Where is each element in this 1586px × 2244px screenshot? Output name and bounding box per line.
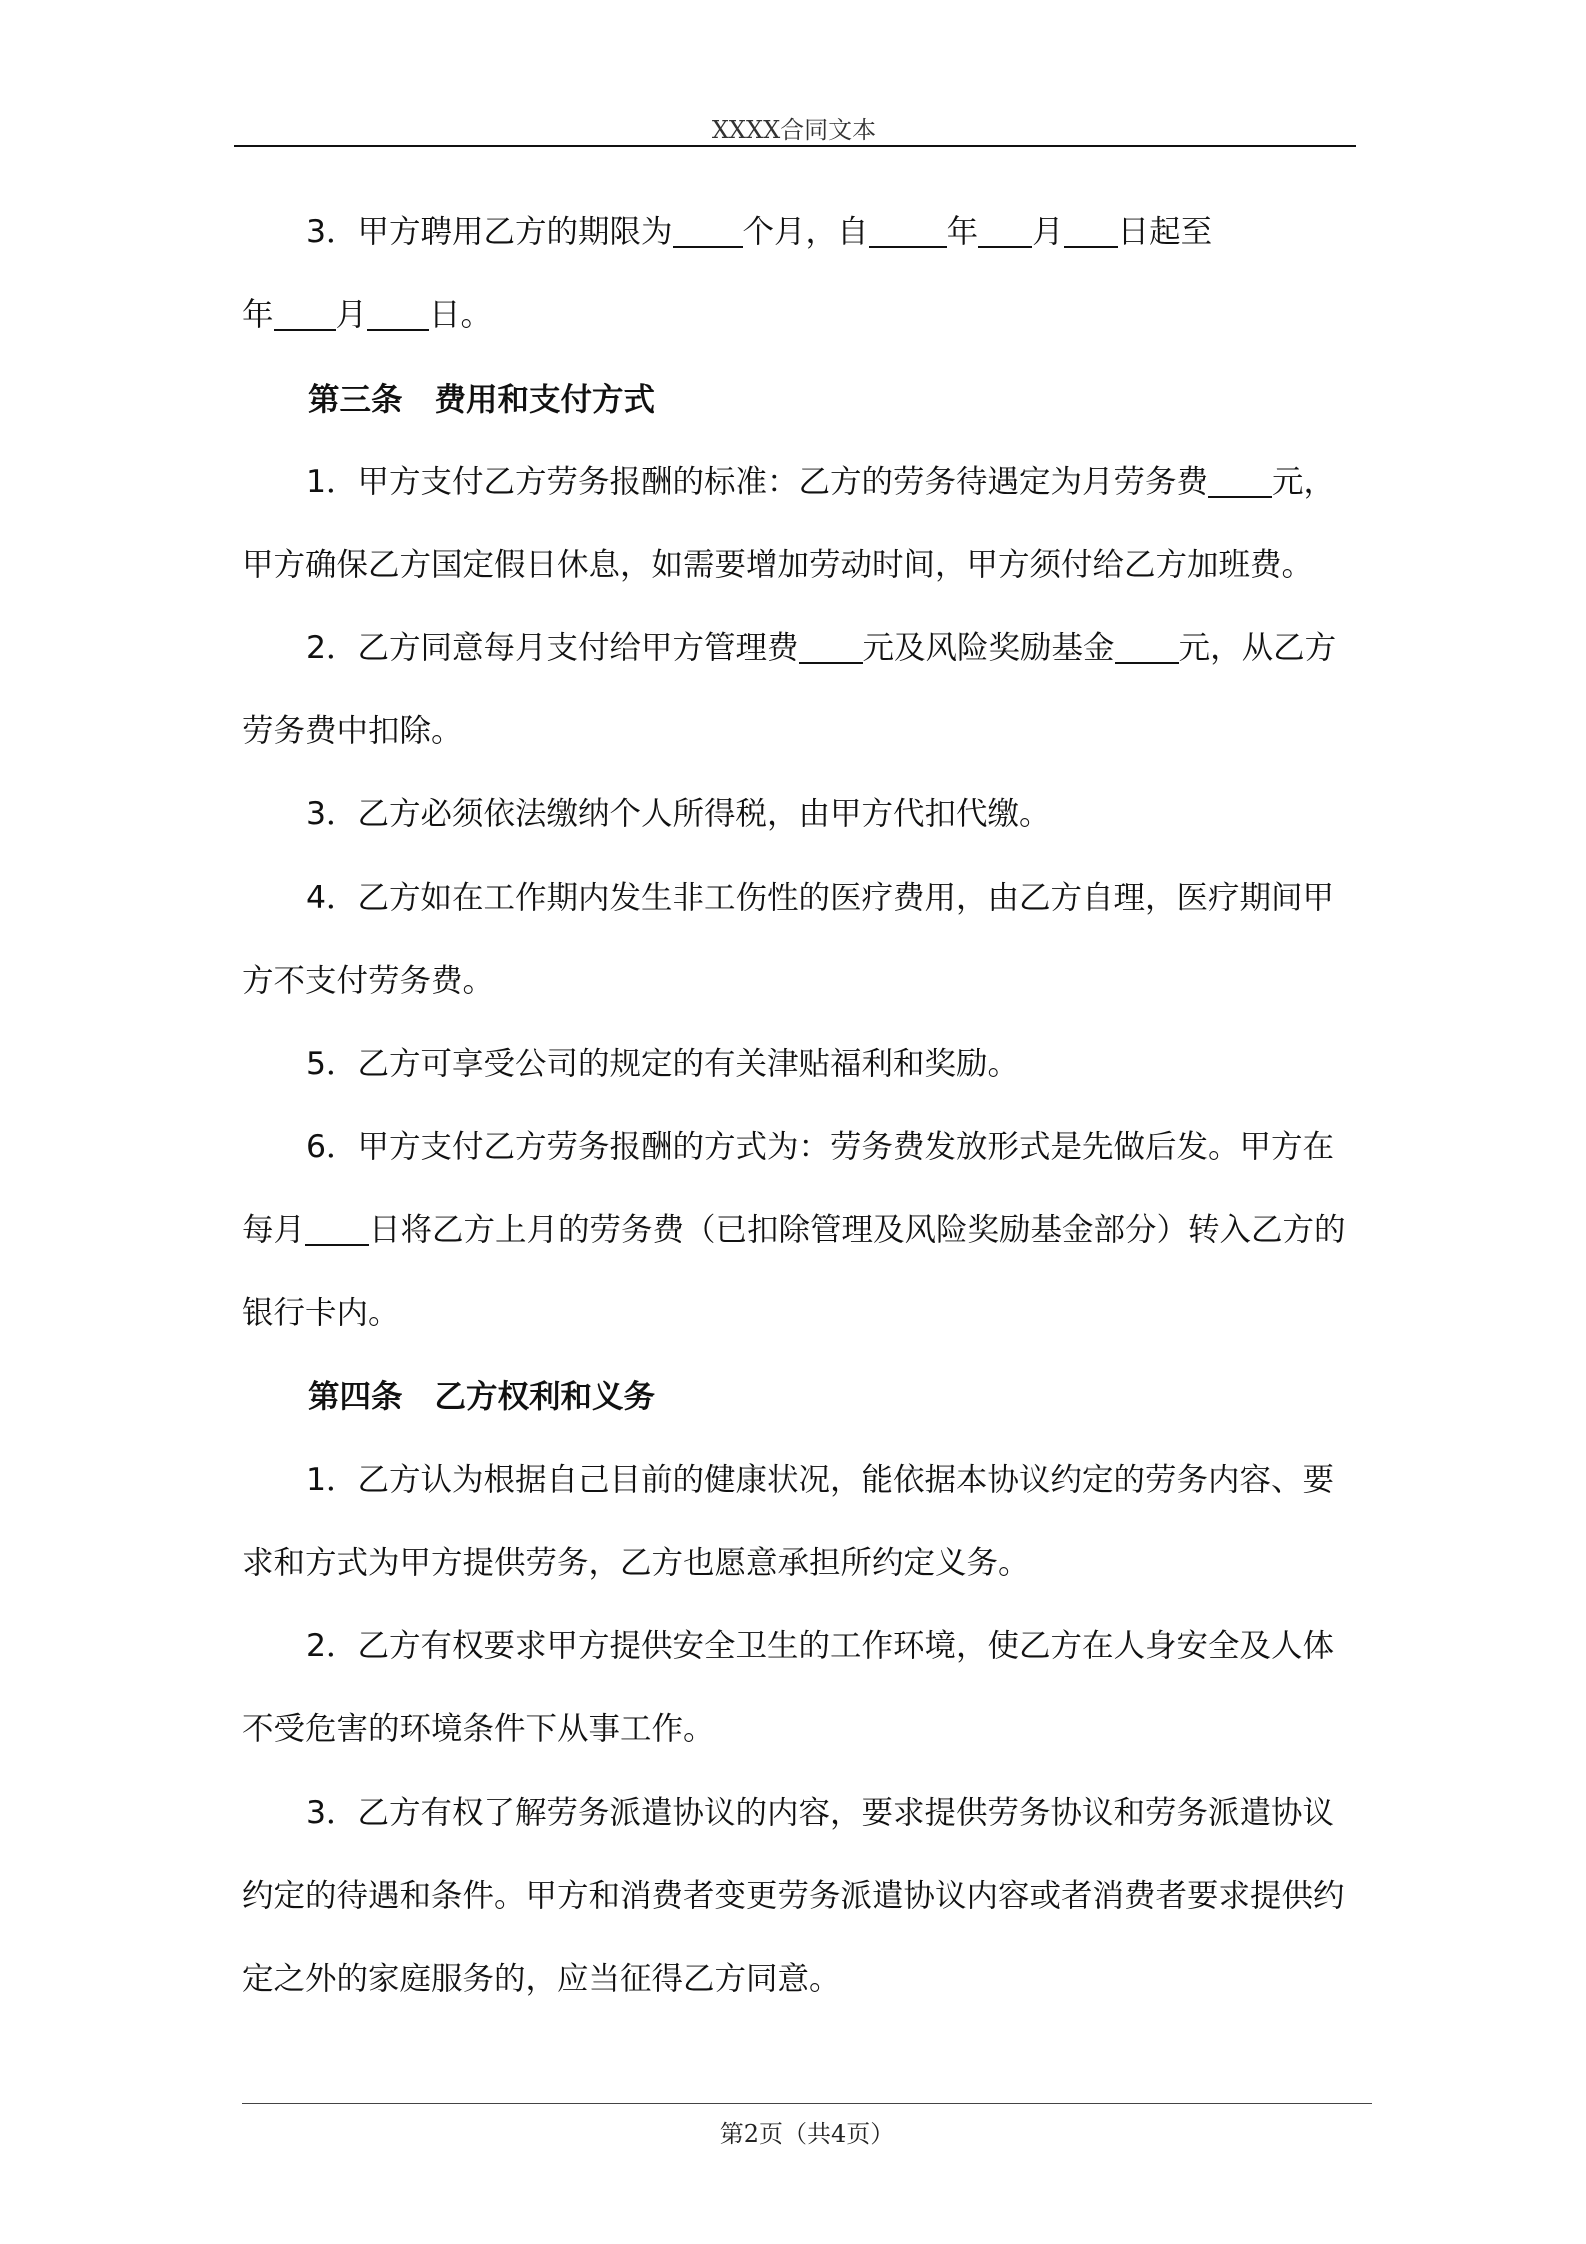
paragraph-line: 求和方式为甲方提供劳务，乙方也愿意承担所约定义务。 — [242, 1545, 1030, 1581]
paragraph-line: 3．乙方必须依法缴纳个人所得税，由甲方代扣代缴。 — [306, 796, 1051, 832]
blank-field — [673, 214, 743, 248]
blank-field — [305, 1212, 369, 1246]
paragraph-line: 3．乙方有权了解劳务派遣协议的内容，要求提供劳务协议和劳务派遣协议 — [306, 1795, 1335, 1831]
page-header-title: XXXX合同文本 — [711, 116, 877, 144]
blank-field — [869, 214, 947, 248]
blank-field — [1115, 630, 1179, 664]
paragraph-line: 银行卡内。 — [242, 1295, 400, 1331]
paragraph-line: 2．乙方有权要求甲方提供安全卫生的工作环境，使乙方在人身安全及人体 — [306, 1628, 1335, 1664]
section-heading: 第三条 费用和支付方式 — [308, 382, 656, 418]
paragraph-line: 6．甲方支付乙方劳务报酬的方式为：劳务费发放形式是先做后发。甲方在 — [306, 1129, 1335, 1165]
blank-field — [1208, 464, 1272, 498]
paragraph-line: 1．乙方认为根据自己目前的健康状况，能依据本协议约定的劳务内容、要 — [306, 1462, 1335, 1498]
paragraph-line: 年 月 日。 — [242, 297, 493, 333]
blank-field — [274, 297, 336, 331]
blank-field — [978, 214, 1032, 248]
paragraph-line: 1．甲方支付乙方劳务报酬的标准：乙方的劳务待遇定为月劳务费 元， — [306, 464, 1336, 500]
page-number: 第2页（共4页） — [719, 2120, 895, 2148]
paragraph-line: 5．乙方可享受公司的规定的有关津贴福利和奖励。 — [306, 1046, 1020, 1082]
paragraph-line: 甲方确保乙方国定假日休息，如需要增加劳动时间，甲方须付给乙方加班费。 — [242, 547, 1314, 583]
paragraph-line: 方不支付劳务费。 — [242, 963, 495, 999]
paragraph-line: 劳务费中扣除。 — [242, 713, 463, 749]
paragraph-line: 定之外的家庭服务的，应当征得乙方同意。 — [242, 1961, 841, 1997]
blank-field — [799, 630, 863, 664]
paragraph-line: 2．乙方同意每月支付给甲方管理费 元及风险奖励基金 元，从乙方 — [306, 630, 1337, 666]
paragraph-line: 约定的待遇和条件。甲方和消费者变更劳务派遣协议内容或者消费者要求提供约 — [242, 1878, 1345, 1914]
header-divider — [234, 145, 1356, 147]
paragraph-line: 3．甲方聘用乙方的期限为 个月，自 年 月 日起至 — [306, 214, 1213, 250]
footer-divider — [242, 2103, 1372, 2104]
section-heading: 第四条 乙方权利和义务 — [308, 1379, 656, 1415]
paragraph-line: 不受危害的环境条件下从事工作。 — [242, 1711, 715, 1747]
paragraph-line: 每月 日将乙方上月的劳务费（已扣除管理及风险奖励基金部分）转入乙方的 — [242, 1212, 1346, 1248]
paragraph-line: 4．乙方如在工作期内发生非工伤性的医疗费用，由乙方自理，医疗期间甲 — [306, 880, 1335, 916]
blank-field — [1064, 214, 1118, 248]
blank-field — [367, 297, 429, 331]
